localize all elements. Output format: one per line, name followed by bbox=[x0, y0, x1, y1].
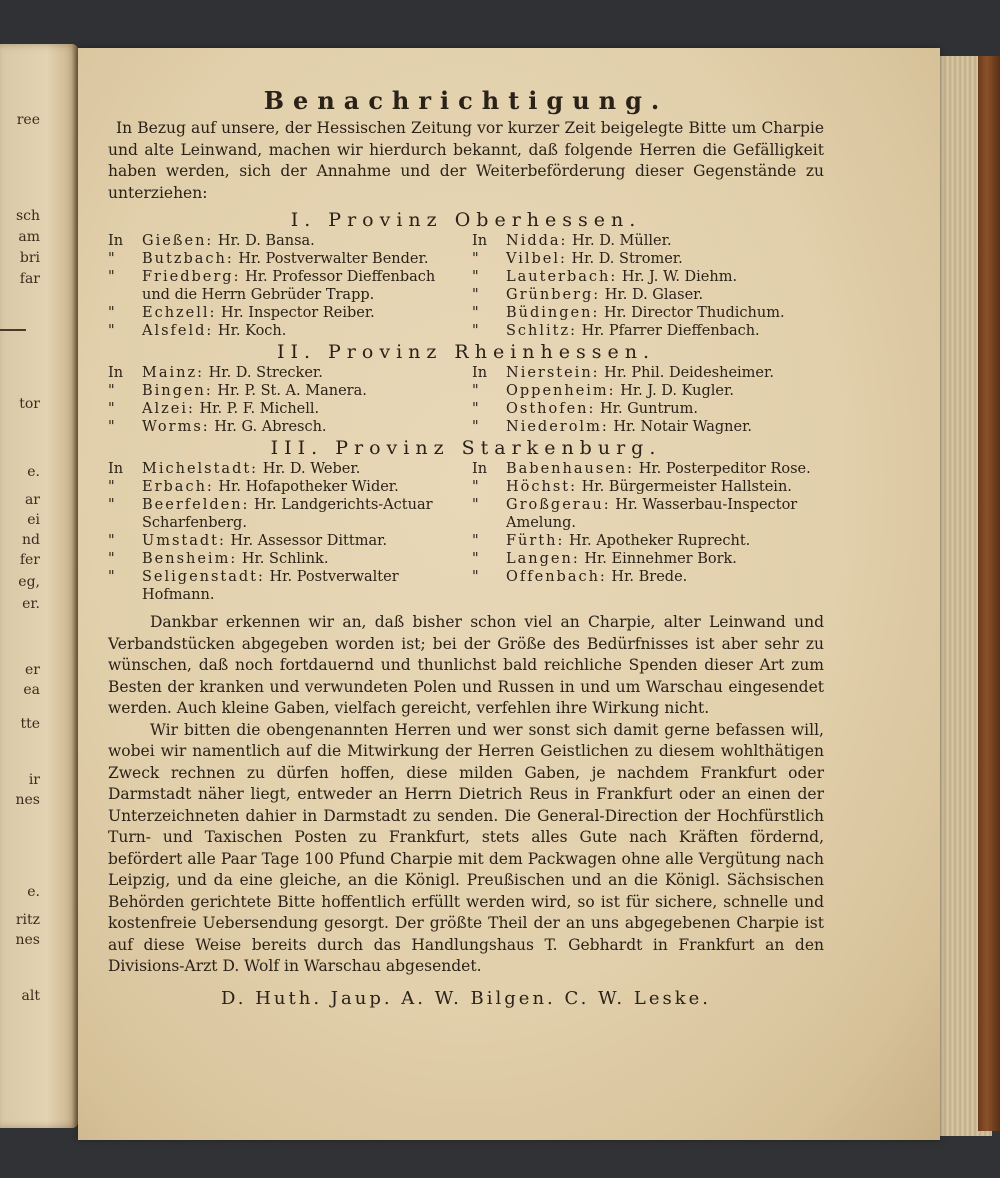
province-list-left bbox=[108, 460, 460, 604]
left-page-fragment: ree bbox=[16, 112, 40, 128]
left-page-fragment: ir bbox=[28, 772, 40, 788]
left-page-fragment: er. bbox=[22, 596, 40, 612]
entry-person: Hr. P. F. Michell. bbox=[199, 401, 320, 417]
entry-text bbox=[142, 382, 460, 400]
entry-prefix: In bbox=[108, 365, 124, 381]
entry-prefix: " bbox=[108, 419, 115, 435]
paragraph-request: Wir bitten die obengenannten Herren und wer sonst sich damit gerne befassen will, wobei wir namentlich auf die Mitwirkung der Herren Geistlichen zu diesem wohlthätigen Zweck rechnen zu dürfen hoffen, diese milden Gaben, je nachdem Frankfurt oder Darmstadt näher liegt, entweder an Herrn Dietrich Reus in Frankfurt oder an einen der Unterzeichneten dahier in Darmstadt zu senden. Die General-Direction der Hochfürstlich Turn- und Taxischen Posten zu Frankfurt, stets alles Gute nach Kräften fördernd, befördert alle Paar Tage 100 Pfund Charpie mit dem Packwagen ohne alle Vergütung nach Leipzig, und da eine gleiche, an die Königl. Preußischen und an die Königl. Sächsischen Behörden gerichtete Bitte hoffentlich erfüllt werden wird, so ist für sichere, schnelle und kostenfreie Uebersendung gesorgt. Der größte Theil der an uns abgegebenen Charpie ist auf diese Weise bereits durch das Handlungshaus T. Gebhardt in Frankfurt an den Divisions-Arzt D. Wolf in Warschau abgesendet. bbox=[108, 720, 824, 975]
entry-city: Umstadt: bbox=[142, 533, 226, 549]
entry-city: Beerfelden: bbox=[142, 497, 250, 513]
list-item bbox=[472, 568, 824, 586]
list-item bbox=[108, 268, 460, 304]
list-item bbox=[472, 250, 824, 268]
entry-prefix: " bbox=[472, 287, 479, 303]
entry-prefix: " bbox=[472, 551, 479, 567]
entry-city: Höchst: bbox=[506, 479, 577, 495]
entry-person: Hr. D. Weber. bbox=[262, 461, 361, 477]
list-item bbox=[108, 382, 460, 400]
list-item bbox=[108, 532, 460, 550]
province-list-left bbox=[108, 232, 460, 340]
entry-text bbox=[142, 532, 460, 550]
paragraph-thanks: Dankbar erkennen wir an, daß bisher schon viel an Charpie, alter Leinwand und Verbandstücken abgegeben worden ist; bei der Größe des Bedürfnisses ist aber sehr zu wünschen, daß noch fortdauernd und thunlichst bald reichliche Spenden dieser Art zum Besten der kranken und verwundeten Polen und Russen in und um Warschau eingesendet werden. Auch kleine Gaben, vielfach gereicht, verfehlen ihre Wirkung nicht. bbox=[108, 613, 824, 717]
entry-city: Erbach: bbox=[142, 479, 214, 495]
entry-person: Hr. Inspector Reiber. bbox=[221, 305, 375, 321]
entry-person: Hr. Professor Dieffenbach und die Herrn Gebrüder Trapp. bbox=[142, 269, 436, 303]
list-item bbox=[108, 418, 460, 436]
entry-prefix: " bbox=[108, 533, 115, 549]
entry-person: Hr. Guntrum. bbox=[600, 401, 698, 417]
entry-city: Alzei: bbox=[142, 401, 195, 417]
entry-prefix: " bbox=[108, 251, 115, 267]
entry-prefix: " bbox=[472, 479, 479, 495]
list-item bbox=[108, 232, 460, 250]
entry-person: Hr. Notair Wagner. bbox=[613, 419, 753, 435]
entry-prefix: " bbox=[472, 419, 479, 435]
entry-person: Hr. Hofapotheker Wider. bbox=[218, 479, 399, 495]
entry-person: Hr. Bürgermeister Hallstein. bbox=[581, 479, 792, 495]
entry-person: Hr. J. D. Kugler. bbox=[620, 383, 734, 399]
notice-intro: In Bezug auf unsere, der Hessischen Zeitung vor kurzer Zeit beigelegte Bitte um Charpie und alte Leinwand, machen wir hierdurch bekannt, daß folgende Herren die Gefälligkeit haben werden, sich der Annahme und der Weiterbeförderung dieser Gegenstände zu unterziehen: bbox=[108, 119, 824, 202]
left-page-fragment: tte bbox=[20, 716, 40, 732]
entry-text bbox=[142, 322, 460, 340]
entry-text bbox=[142, 268, 460, 304]
list-item bbox=[108, 460, 460, 478]
entry-prefix: In bbox=[108, 461, 124, 477]
entry-prefix: " bbox=[108, 401, 115, 417]
entry-person: Hr. Brede. bbox=[611, 569, 688, 585]
entry-prefix: " bbox=[108, 551, 115, 567]
list-item bbox=[472, 232, 824, 250]
left-page-fragment: alt bbox=[21, 988, 40, 1004]
entry-prefix: " bbox=[472, 383, 479, 399]
entry-person: Hr. Director Thudichum. bbox=[603, 305, 785, 321]
list-item bbox=[472, 304, 824, 322]
entry-city: Bingen: bbox=[142, 383, 213, 399]
province-list-right bbox=[472, 364, 824, 436]
entry-person: Hr. Koch. bbox=[217, 323, 287, 339]
entry-text bbox=[506, 304, 824, 322]
left-page-fragment: nes bbox=[15, 932, 40, 948]
list-item bbox=[108, 304, 460, 322]
list-item bbox=[472, 286, 824, 304]
province-heading: I. Provinz Oberhessen. bbox=[290, 209, 642, 231]
entry-city: Nidda: bbox=[506, 233, 568, 249]
list-item bbox=[472, 364, 824, 382]
province-list bbox=[108, 460, 824, 604]
book-binding bbox=[978, 56, 1000, 1131]
entry-text bbox=[506, 478, 824, 496]
left-page-fragment: e. bbox=[27, 884, 40, 900]
left-page-fragment: e. bbox=[27, 464, 40, 480]
list-item bbox=[108, 400, 460, 418]
left-facing-page bbox=[0, 44, 78, 1128]
entry-text bbox=[506, 550, 824, 568]
left-page-fragment: nd bbox=[22, 532, 40, 548]
entry-prefix: " bbox=[472, 401, 479, 417]
entry-prefix: " bbox=[108, 479, 115, 495]
notice-title: Benachrichtigung. bbox=[263, 86, 669, 115]
entry-city: Michelstadt: bbox=[142, 461, 259, 477]
signatures: D. Huth. Jaup. A. W. Bilgen. C. W. Leske. bbox=[221, 987, 711, 1009]
entry-prefix: " bbox=[108, 569, 115, 585]
left-page-rule bbox=[0, 329, 26, 331]
list-item bbox=[108, 364, 460, 382]
left-page-fragment: nes bbox=[15, 792, 40, 808]
left-page-fragment: ei bbox=[27, 512, 40, 528]
list-item bbox=[108, 478, 460, 496]
entry-city: Langen: bbox=[506, 551, 580, 567]
entry-person: Hr. Pfarrer Dieffenbach. bbox=[581, 323, 760, 339]
entry-prefix: " bbox=[472, 305, 479, 321]
entry-text bbox=[506, 250, 824, 268]
entry-person: Hr. Posterpeditor Rose. bbox=[638, 461, 811, 477]
entry-text bbox=[506, 418, 824, 436]
entry-person: Hr. Apotheker Ruprecht. bbox=[569, 533, 751, 549]
entry-prefix: " bbox=[472, 251, 479, 267]
entry-person: Hr. Postverwalter Bender. bbox=[238, 251, 429, 267]
entry-city: Echzell: bbox=[142, 305, 217, 321]
entry-prefix: " bbox=[472, 569, 479, 585]
left-page-fragment: bri bbox=[19, 250, 40, 266]
list-item bbox=[472, 496, 824, 532]
province-heading: II. Provinz Rheinhessen. bbox=[276, 341, 656, 363]
entry-text bbox=[506, 496, 824, 532]
entry-text bbox=[142, 304, 460, 322]
entry-person: Hr. Wasserbau-Inspector Amelung. bbox=[506, 497, 798, 531]
province-list-right bbox=[472, 232, 824, 340]
entry-prefix: " bbox=[472, 323, 479, 339]
entry-city: Babenhausen: bbox=[506, 461, 635, 477]
list-item bbox=[108, 250, 460, 268]
left-page-fragment: ar bbox=[24, 492, 40, 508]
left-page-fragment: ritz bbox=[15, 912, 40, 928]
entry-city: Fürth: bbox=[506, 533, 565, 549]
entry-city: Vilbel: bbox=[506, 251, 567, 267]
entry-city: Osthofen: bbox=[506, 401, 596, 417]
list-item bbox=[472, 460, 824, 478]
entry-city: Mainz: bbox=[142, 365, 204, 381]
entry-person: Hr. D. Stromer. bbox=[571, 251, 683, 267]
entry-text bbox=[142, 550, 460, 568]
entry-person: Hr. D. Bansa. bbox=[217, 233, 315, 249]
entry-city: Büdingen: bbox=[506, 305, 600, 321]
list-item bbox=[472, 550, 824, 568]
entry-prefix: " bbox=[108, 323, 115, 339]
list-item bbox=[108, 496, 460, 532]
entry-prefix: " bbox=[108, 269, 115, 285]
notice-content bbox=[108, 84, 824, 1009]
entry-prefix: " bbox=[472, 533, 479, 549]
province-list bbox=[108, 364, 824, 436]
province-list-left bbox=[108, 364, 460, 436]
entry-person: Hr. G. Abresch. bbox=[214, 419, 327, 435]
left-page-fragment: ea bbox=[23, 682, 40, 698]
entry-text bbox=[506, 400, 824, 418]
entry-text bbox=[506, 568, 824, 586]
entry-text bbox=[506, 382, 824, 400]
entry-text bbox=[142, 250, 460, 268]
entry-text bbox=[142, 418, 460, 436]
list-item bbox=[108, 550, 460, 568]
entry-prefix: In bbox=[472, 233, 488, 249]
entry-prefix: " bbox=[472, 497, 479, 513]
list-item bbox=[472, 418, 824, 436]
list-item bbox=[472, 400, 824, 418]
list-item bbox=[472, 322, 824, 340]
left-page-fragment: am bbox=[18, 229, 40, 245]
entry-person: Hr. P. St. A. Manera. bbox=[217, 383, 367, 399]
entry-text bbox=[142, 232, 460, 250]
left-page-fragment: sch bbox=[15, 208, 40, 224]
entry-person: Hr. Landgerichts-Actuar Scharfenberg. bbox=[142, 497, 433, 531]
entry-city: Butzbach: bbox=[142, 251, 234, 267]
entry-person: Hr. Schlink. bbox=[241, 551, 329, 567]
left-page-fragment: eg, bbox=[18, 574, 40, 590]
entry-prefix: " bbox=[472, 269, 479, 285]
province-list bbox=[108, 232, 824, 340]
entry-city: Friedberg: bbox=[142, 269, 241, 285]
entry-city: Schlitz: bbox=[506, 323, 578, 339]
entry-city: Gießen: bbox=[142, 233, 214, 249]
entry-text bbox=[506, 232, 824, 250]
entry-prefix: " bbox=[108, 383, 115, 399]
entry-city: Grünberg: bbox=[506, 287, 601, 303]
entry-prefix: " bbox=[108, 305, 115, 321]
entry-person: Hr. Einnehmer Bork. bbox=[584, 551, 737, 567]
province-heading: III. Provinz Starkenburg. bbox=[270, 437, 662, 459]
list-item bbox=[472, 478, 824, 496]
entry-prefix: " bbox=[108, 497, 115, 513]
entry-person: Hr. D. Strecker. bbox=[208, 365, 323, 381]
left-page-fragment: far bbox=[19, 271, 40, 287]
entry-text bbox=[506, 364, 824, 382]
entry-city: Bensheim: bbox=[142, 551, 238, 567]
list-item bbox=[108, 568, 460, 604]
list-item bbox=[108, 322, 460, 340]
entry-text bbox=[142, 496, 460, 532]
entry-prefix: In bbox=[472, 365, 488, 381]
entry-person: Hr. Phil. Deidesheimer. bbox=[604, 365, 774, 381]
entry-city: Alsfeld: bbox=[142, 323, 214, 339]
entry-prefix: In bbox=[472, 461, 488, 477]
entry-text bbox=[142, 478, 460, 496]
entry-person: Hr. Assessor Dittmar. bbox=[230, 533, 388, 549]
entry-text bbox=[142, 364, 460, 382]
entry-city: Großgerau: bbox=[506, 497, 611, 513]
entry-text bbox=[506, 460, 824, 478]
entry-prefix: In bbox=[108, 233, 124, 249]
list-item bbox=[472, 532, 824, 550]
entry-text bbox=[142, 400, 460, 418]
entry-city: Seligenstadt: bbox=[142, 569, 265, 585]
entry-text bbox=[506, 322, 824, 340]
province-list-right bbox=[472, 460, 824, 604]
entry-text bbox=[142, 568, 460, 604]
entry-text bbox=[506, 268, 824, 286]
entry-city: Lauterbach: bbox=[506, 269, 618, 285]
entry-person: Hr. D. Müller. bbox=[572, 233, 672, 249]
entry-city: Worms: bbox=[142, 419, 210, 435]
entry-city: Nierstein: bbox=[506, 365, 600, 381]
entry-city: Offenbach: bbox=[506, 569, 607, 585]
entry-person: Hr. D. Glaser. bbox=[604, 287, 704, 303]
left-page-fragment: tor bbox=[19, 396, 40, 412]
entry-person: Hr. J. W. Diehm. bbox=[621, 269, 738, 285]
list-item bbox=[472, 382, 824, 400]
left-page-fragment: er bbox=[25, 662, 40, 678]
entry-text bbox=[506, 532, 824, 550]
left-page-fragment: fer bbox=[19, 552, 40, 568]
entry-city: Niederolm: bbox=[506, 419, 609, 435]
entry-person: Hr. Postverwalter Hofmann. bbox=[142, 569, 399, 603]
entry-text bbox=[506, 286, 824, 304]
entry-city: Oppenheim: bbox=[506, 383, 616, 399]
entry-text bbox=[142, 460, 460, 478]
list-item bbox=[472, 268, 824, 286]
